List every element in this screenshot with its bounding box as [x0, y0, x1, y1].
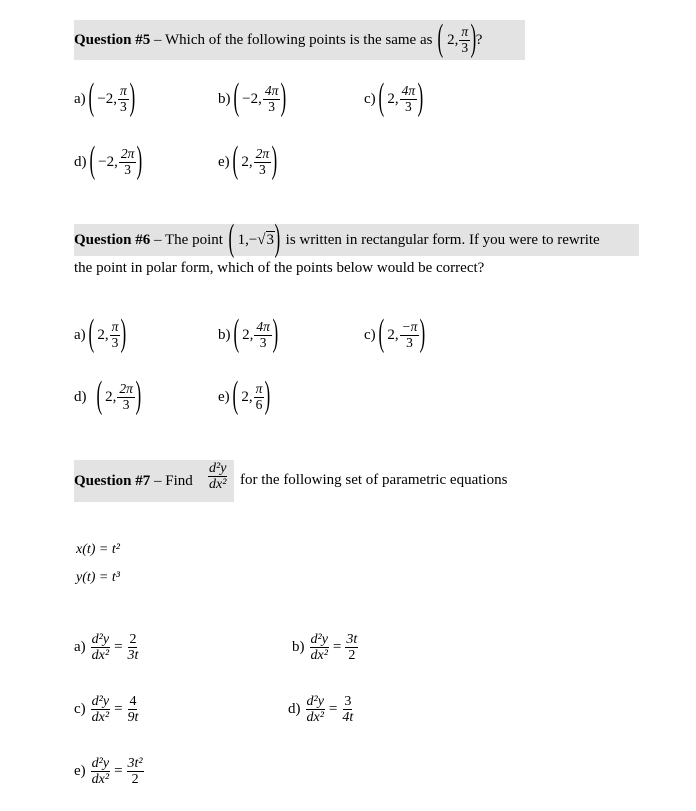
q7-option-d[interactable]: d) $\frac{\text{d²y}}{\text{dx²}}$ = $\frac{3}{4t}$: [288, 694, 354, 726]
q7-option-e[interactable]: e) $\frac{\text{d²y}}{\text{dx²}}$ = $\frac{\text{3t²}}{2}$: [74, 756, 143, 788]
q5-option-c[interactable]: c) ( 2, $\frac{4\pi}{3}$ ): [364, 76, 424, 118]
q5-option-b[interactable]: b) ( −2, $\frac{4\pi}{3}$ ): [218, 76, 287, 118]
q7-option-b[interactable]: b) $\frac{\text{d²y}}{\text{dx²}}$ = $\frac{3t}{2}$: [292, 632, 358, 664]
q6-option-b[interactable]: b) ( 2, $\frac{4\pi}{3}$ ): [218, 312, 279, 354]
q5-option-a[interactable]: a) ( −2, $\frac{\pi}{3}$ ): [74, 76, 135, 118]
equation-y: y(t) = t³: [76, 570, 120, 585]
q6-option-a[interactable]: a) ( 2, $\frac{\pi}{3}$ ): [74, 312, 127, 354]
q5-option-d[interactable]: d) ( −2, $\frac{2\pi}{3}$ ): [74, 139, 143, 181]
question-6-line2: the point in polar form, which of the points below would be correct?: [74, 260, 485, 276]
question-7-heading: Question #7 – Find: [74, 460, 234, 502]
question-7-label: Question #7: [74, 472, 151, 489]
q7-option-a[interactable]: a) $\frac{\text{d²y}}{\text{dx²}}$ = $\frac{2}{3t}$: [74, 632, 139, 664]
equation-x: x(t) = t²: [76, 542, 120, 557]
q5-option-e[interactable]: e) ( 2, $\frac{2\pi}{3}$ ): [218, 139, 278, 181]
question-7-text: for the following set of parametric equations: [240, 472, 508, 488]
question-5-heading: Question #5 – Which of the following points is the same as ( 2, $\frac{\pi}{3}$ ) ?: [74, 20, 525, 60]
question-6-point: ( 1,− √ 3 ): [228, 217, 281, 259]
question-5-label: Question #5: [74, 31, 151, 48]
question-5-point: ( 2, $\frac{\pi}{3}$ ): [437, 17, 477, 59]
q7-option-c[interactable]: c) $\frac{\text{d²y}}{\text{dx²}}$ = $\frac{4}{9t}$: [74, 694, 139, 726]
question-6-heading: Question #6 – The point ( 1,− √ 3 ) is written in rectangular form. If you were to rewrite: [74, 224, 639, 256]
question-7-derivative: $\frac{\text{d²y}}{\text{dx²}}$: [209, 461, 227, 493]
q6-option-c[interactable]: c) ( 2, $\frac{-\pi}{3}$ ): [364, 312, 426, 354]
q6-option-d[interactable]: d) ( 2, $\frac{2\pi}{3}$ ): [74, 374, 142, 416]
question-6-label: Question #6: [74, 231, 151, 248]
question-5-text: – Which of the following points is the same as: [150, 31, 433, 48]
q6-option-e[interactable]: e) ( 2, $\frac{\pi}{6}$ ): [218, 374, 271, 416]
